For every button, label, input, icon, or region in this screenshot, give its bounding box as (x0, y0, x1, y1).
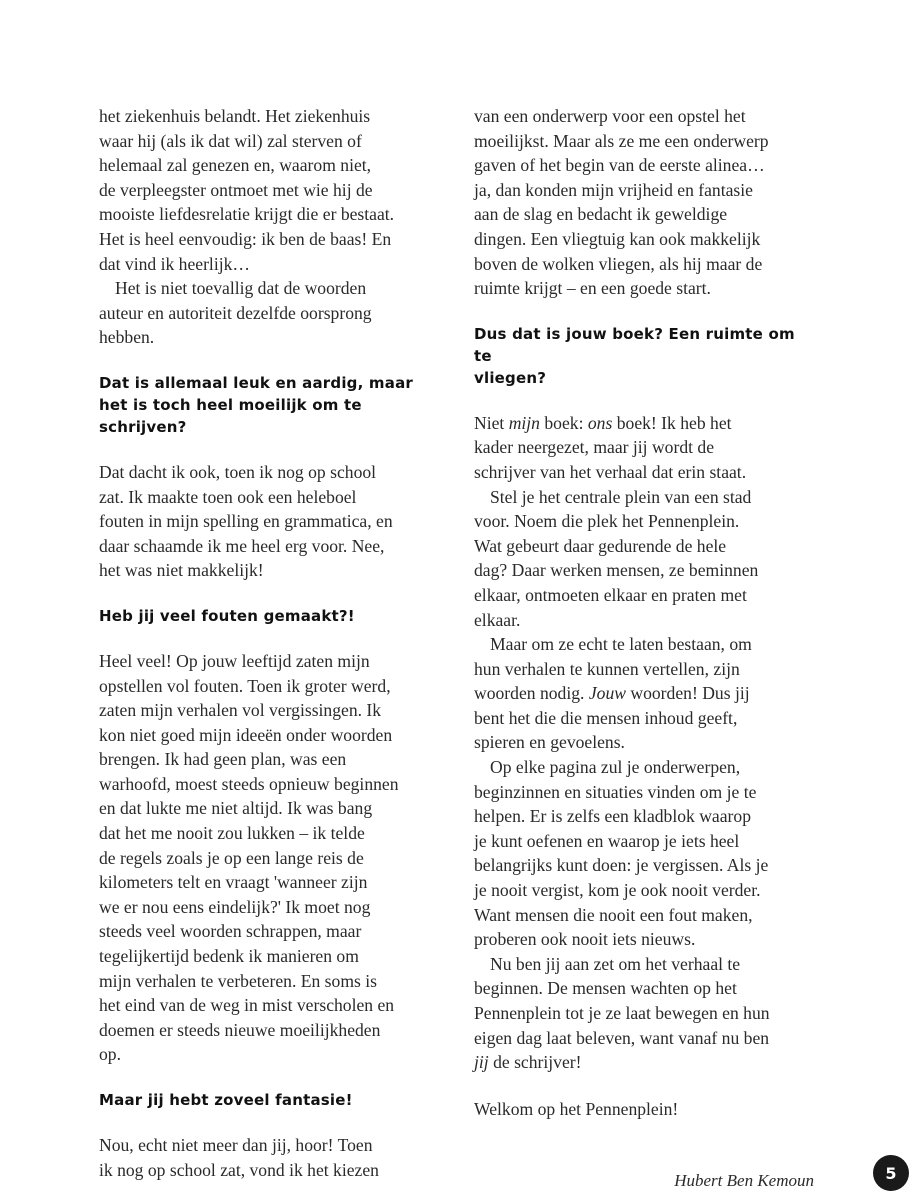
author-signature: Hubert Ben Kemoun (674, 1171, 814, 1191)
left-column (99, 104, 434, 1182)
paragraph: Maar om ze echt te laten bestaan, om hun verhalen te kunnen vertellen, zijn woorden nodig. Jouw woorden! Dus jij bent het die die mensen inhoud geeft, spieren en gevoelens. (474, 634, 752, 753)
paragraph: Op elke pagina zul je onderwerpen, beginzinnen en situaties vinden om je te helpen. Er is zelfs een kladblok waarop je kunt oefenen en waarop je iets heel belangrijks kunt doen: je vergissen. Als je je nooit vergist, kom je ook nooit verder. Want mensen die nooit een fout maken, proberen ook nooit iets nieuws. (474, 757, 769, 950)
paragraph: Nou, echt niet meer dan jij, hoor! Toen ik nog op school zat, vond ik het kiezen (99, 1135, 379, 1180)
section-heading: Maar jij hebt zoveel fantasie! (99, 1091, 353, 1109)
page-number: 5 (885, 1163, 897, 1183)
section-heading: Dus dat is jouw boek? Een ruimte om te vliegen? (474, 324, 795, 387)
paragraph: het ziekenhuis belandt. Het ziekenhuis waar hij (als ik dat wil) zal sterven of helemaal zal genezen en, waarom niet, de verpleegster ontmoet met wie hij de mooiste liefdesrelatie krijgt die er bestaat. Het is heel eenvoudig: ik ben de baas! En dat vind ik heerlijk… (99, 106, 395, 274)
paragraph: van een onderwerp voor een opstel het moeilijkst. Maar als ze me een onderwerp gaven of het begin van de eerste alinea… ja, dan konden mijn vrijheid en fantasie aan de slag en bedacht ik geweldige dingen. Een vliegtuig kan ook makkelijk boven de wolken vliegen, als hij maar de ruimte krijgt – en een goede start. (474, 106, 769, 299)
paragraph: Stel je het centrale plein van een stad voor. Noem die plek het Pennenplein. Wat gebeurt daar gedurende de hele dag? Daar werken mensen, ze beminnen elkaar, ontmoeten elkaar en praten met elkaar. (474, 486, 759, 630)
section-heading: Heb jij veel fouten gemaakt?! (99, 606, 355, 625)
section-heading: Dat is allemaal leuk en aardig, maar het is toch heel moeilijk om te schrijven? (99, 373, 413, 436)
page-number-badge (873, 1155, 909, 1191)
right-column (474, 104, 814, 1194)
closing-line: Welkom op het Pennenplein! (474, 1098, 679, 1119)
paragraph: Het is niet toevallig dat de woorden auteur en autoriteit dezelfde oorsprong hebben. (99, 278, 372, 348)
paragraph: Nu ben jij aan zet om het verhaal te beginnen. De mensen wachten op het Pennenplein tot je ze laat bewegen en hun eigen dag laat beleven, want vanaf nu ben jij de schrijver! (474, 953, 770, 1073)
paragraph: Niet mijn boek: ons boek! Ik heb het kader neergezet, maar jij wordt de schrijver van het verhaal dat erin staat. (474, 412, 747, 482)
paragraph: Heel veel! Op jouw leeftijd zaten mijn opstellen vol fouten. Toen ik groter werd, zaten mijn verhalen vol vergissingen. Ik kon niet goed mijn ideeën onder woorden brengen. Ik had geen plan, was een warhoofd, moest steeds opnieuw beginnen en dat lukte me niet altijd. Ik was bang dat het me nooit zou lukken – ik telde de regels zoals je op een lange reis de kilometers telt en vraagt 'wanneer zijn we er nou eens eindelijk?' Ik moet nog steeds veel woorden schrappen, maar tegelijkertijd bedenk ik manieren om mijn verhalen te verbeteren. En soms is het eind van de weg in mist verscholen en doemen er steeds nieuwe moeilijkheden op. (99, 650, 399, 1065)
paragraph: Dat dacht ik ook, toen ik nog op school zat. Ik maakte toen ook een heleboel fouten in mijn spelling en grammatica, en daar schaamde ik me heel erg voor. Nee, het was niet makkelijk! (99, 461, 393, 581)
